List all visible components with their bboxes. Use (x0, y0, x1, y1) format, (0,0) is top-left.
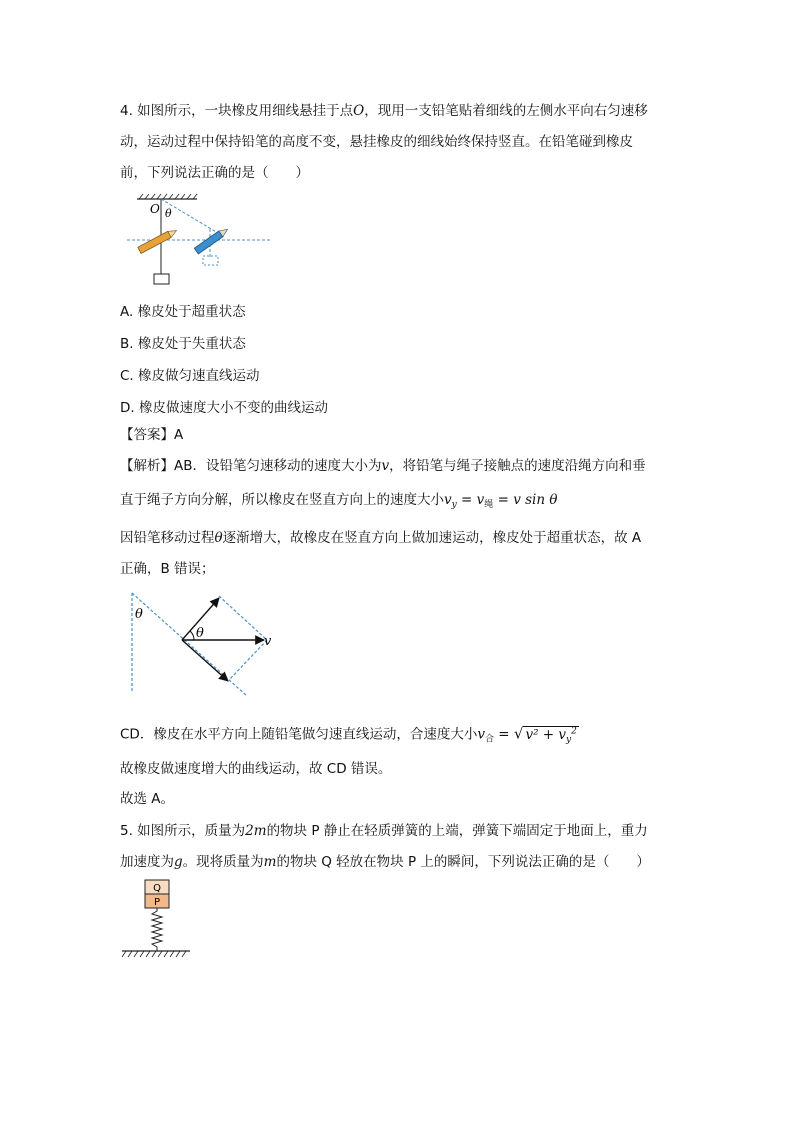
q5-stem-text: 加速度为 (120, 854, 174, 870)
analysis-text: CD．橡皮在水平方向上随铅笔做匀速直线运动，合速度大小 (120, 726, 478, 743)
formula-end: = v sin θ (493, 492, 558, 508)
q4-stem-line-2: 动，运动过程中保持铅笔的高度不变，悬挂橡皮的细线始终保持竖直。在铅笔碰到橡皮 (120, 134, 633, 150)
analysis-text: 【解析】AB．设铅笔匀速移动的速度大小为 (120, 458, 382, 474)
block-p-label: P (153, 897, 161, 908)
var-2m: 2m (245, 823, 267, 839)
analysis-text: 直于绳子方向分解，所以橡皮在竖直方向上的速度大小 (120, 492, 444, 508)
figure-label-theta-2: θ (196, 626, 204, 641)
analysis-text: ，将铅笔与绳子接触点的速度沿绳方向和垂 (389, 458, 646, 474)
radicand-superscript: 2 (571, 726, 577, 736)
q4-stem-text: ，现用一支铅笔贴着细线的左侧水平向右匀速移 (364, 103, 648, 119)
q4-stem-text: 4. 如图所示，一块橡皮用细线悬挂于点 (120, 103, 354, 119)
velocity-decomposition-figure (122, 588, 282, 698)
var-vy: v (444, 492, 452, 508)
q5-stem-text: 的物块 P 静止在轻质弹簧的上端，弹簧下端固定于地面上，重力 (266, 823, 648, 839)
var-v-rope: v (476, 492, 485, 508)
figure-label-theta: θ (165, 207, 172, 220)
analysis-text: 因铅笔移动过程 (120, 530, 215, 546)
q5-stem-text: 。现将质量为 (182, 854, 264, 870)
analysis-line-1 (120, 457, 646, 475)
q4-stem-line-1 (120, 102, 648, 120)
analysis-line-3 (120, 529, 641, 547)
spring (152, 908, 162, 951)
subscript-total: 合 (484, 734, 494, 745)
var-v-total: v (477, 726, 485, 743)
spring-blocks-figure (118, 876, 198, 961)
var-g: g (174, 854, 183, 870)
option-d: D. 橡皮做速度大小不变的曲线运动 (120, 400, 328, 416)
sqrt-radicand (523, 726, 578, 743)
radicand-text: v² + v (525, 726, 567, 743)
answer-line: 【答案】A (120, 427, 184, 443)
block-q-label: Q (153, 883, 161, 894)
q5-stem-text: 5. 如图所示，质量为 (120, 823, 246, 839)
point-o: O (353, 103, 365, 119)
analysis-line-2 (120, 491, 557, 514)
subscript-rope: 绳 (484, 500, 494, 510)
equals-sign: = (456, 492, 477, 508)
pencil-eraser-figure (125, 192, 275, 292)
analysis-text: 逐渐增大，故橡皮在竖直方向上做加速运动，橡皮处于超重状态，故 A (222, 530, 642, 546)
equals-sign: = (493, 726, 514, 743)
analysis-line-4: 正确，B 错误； (120, 561, 215, 577)
q5-stem-line-2 (120, 853, 650, 871)
subscript-y: y (451, 500, 457, 510)
figure-label-theta-1: θ (135, 607, 143, 622)
q4-stem-line-3: 前，下列说法正确的是（ ） (120, 165, 309, 181)
q5-stem-line-1 (120, 822, 648, 840)
var-v: v (381, 458, 390, 474)
sqrt-sign: √ (513, 724, 524, 743)
figure-label-v: v (264, 634, 272, 649)
analysis-line-5 (120, 722, 579, 749)
var-theta: θ (214, 530, 223, 546)
radicand-subscript: y (566, 734, 572, 745)
option-b: B. 橡皮处于失重状态 (120, 336, 246, 352)
q5-stem-text: 的物块 Q 轻放在物块 P 上的瞬间，下列说法正确的是（ ） (276, 854, 650, 870)
figure-label-o: O (150, 202, 160, 216)
analysis-line-6: 故橡皮做速度增大的曲线运动，故 CD 错误。 (120, 761, 392, 777)
var-m: m (263, 854, 277, 870)
option-a: A. 橡皮处于超重状态 (120, 304, 246, 320)
option-c: C. 橡皮做匀速直线运动 (120, 368, 260, 384)
analysis-line-7: 故选 A。 (120, 791, 175, 807)
